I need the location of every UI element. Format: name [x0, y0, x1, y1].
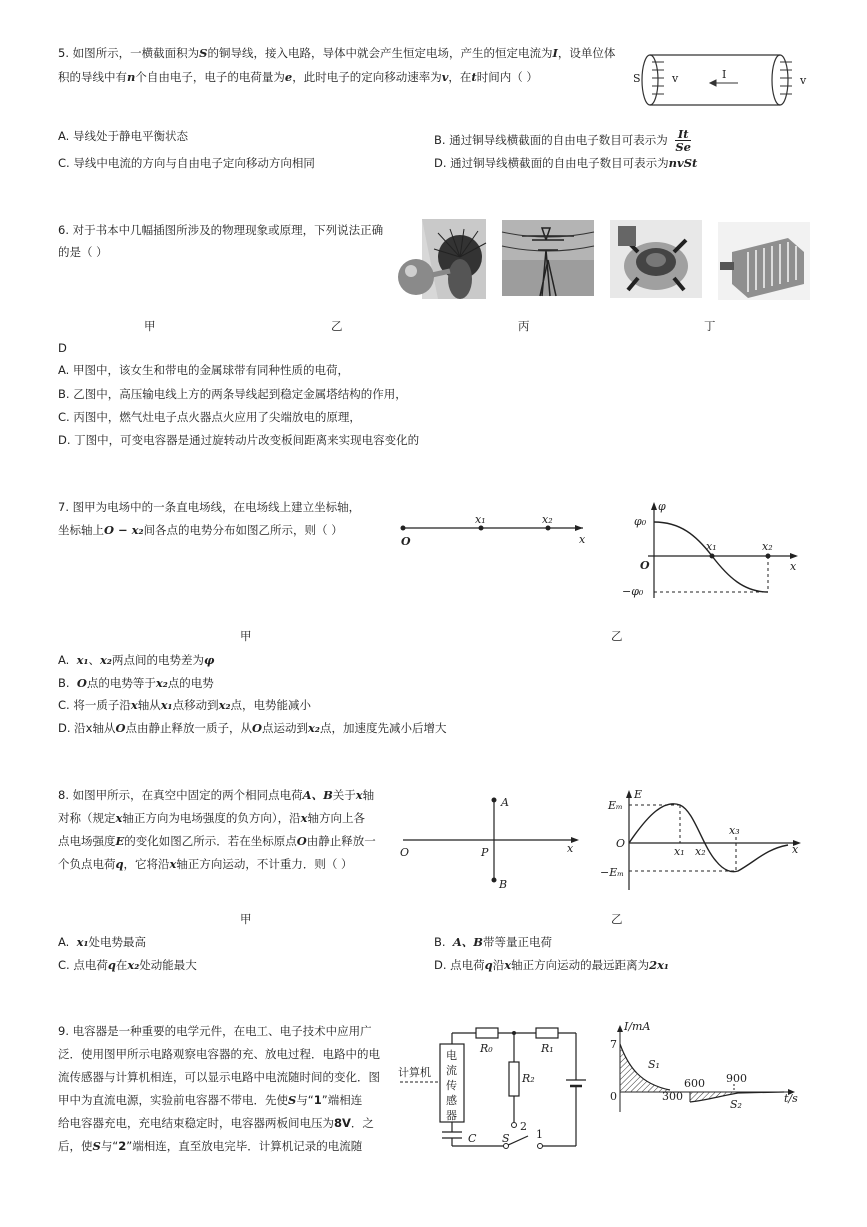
q6-caption-jia: 甲	[144, 319, 156, 333]
q8-fig-yi-x1: x₁	[674, 845, 685, 858]
q7-fig-jia-x1: x₁	[475, 513, 486, 526]
q8-stem-line2: 对称（规定x轴正方向为电场强度的负方向），沿x轴方向上各	[58, 811, 365, 825]
q9-circuit-R0: R₀	[480, 1042, 493, 1055]
q5-fig-v-right: v	[800, 74, 807, 87]
q9-line4: 甲中为直流电源，实验前电容器不带电．先使S与“1”端相连	[58, 1093, 363, 1107]
q6-option-d: D. 丁图中，可变电容器是通过旋转动片改变板间距离来实现电容变化的	[58, 433, 420, 447]
q9-circuit-sensor-3: 感	[446, 1094, 457, 1107]
q7-fig-jia	[395, 510, 595, 550]
q6-answer: D	[58, 341, 67, 355]
q7-stem-line1: 7. 图甲为电场中的一条直电场线，在电场线上建立坐标轴，	[58, 500, 361, 514]
q9-graph-t600: 600	[684, 1077, 705, 1090]
q8-fig-jia-x: x	[567, 842, 574, 855]
q7-option-c: C. 将一质子沿x轴从x₁点移动到x₂点，电势能减小	[58, 698, 312, 712]
q5-fig-v-left: v	[672, 72, 679, 85]
q8-fig-yi-Em: Eₘ	[608, 799, 623, 812]
q6-photo-bing	[610, 220, 702, 298]
q8-stem-line3: 点电场强度E的变化如图乙所示．若在坐标原点O由静止释放一	[58, 834, 376, 848]
q6-caption-yi: 乙	[331, 319, 343, 333]
q7-caption-yi: 乙	[611, 629, 623, 643]
q8-fig-jia-B: B	[499, 878, 508, 891]
q7-fig-yi-x: x	[790, 560, 797, 573]
q8-fig-yi-x: x	[792, 843, 799, 856]
q9-circuit-sensor-0: 电	[446, 1049, 457, 1062]
q6-caption-ding: 丁	[704, 319, 716, 333]
q7-option-a: A. x₁、x₂两点间的电势差为φ	[58, 653, 215, 667]
q9-line5: 给电容器充电，充电结束稳定时，电容器两板间电压为8V．之	[58, 1116, 374, 1130]
q9-graph-t900: 900	[726, 1072, 747, 1085]
q7-fig-jia-x2: x₂	[542, 513, 553, 526]
q7-option-b: B. O点的电势等于x₂点的电势	[58, 676, 214, 690]
q9-line2: 泛．使用图甲所示电路观察电容器的充、放电过程．电路中的电	[58, 1047, 380, 1061]
q8-fig-yi-E: E	[634, 788, 643, 801]
q8-caption-jia: 甲	[240, 912, 252, 926]
q9-circuit-sensor-2: 传	[446, 1079, 457, 1092]
q8-option-c: C. 点电荷q在x₂处动能最大	[58, 958, 197, 972]
q6-stem-line1: 6. 对于书本中几幅插图所涉及的物理现象或原理，下列说法正确	[58, 223, 384, 237]
q9-graph-S1: S₁	[648, 1058, 660, 1071]
q9-circuit-terminal-1: 1	[536, 1128, 543, 1141]
q7-fig-yi-phi: φ	[658, 500, 666, 513]
q5-fig-I: I	[722, 68, 727, 81]
q9-graph-t300: 300	[662, 1090, 683, 1103]
q9-graph-S2: S₂	[730, 1098, 742, 1111]
q6-photo-jia	[398, 219, 486, 301]
q8-fig-yi-field-graph	[598, 785, 808, 895]
q8-option-a: A. x₁处电势最高	[58, 935, 147, 949]
q7-fig-jia-x: x	[579, 533, 586, 546]
q7-caption-jia: 甲	[240, 629, 252, 643]
q5-stem-line1: 5. 如图所示，一横截面积为S的铜导线，接入电路，导体中就会产生恒定电场，产生的恒定电流为I，设单位体	[58, 46, 616, 60]
q9-graph-ylabel: I/mA	[624, 1020, 651, 1033]
q6-option-c: C. 丙图中，燃气灶电子点火器点火应用了尖端放电的原理，	[58, 410, 361, 424]
q7-option-d: D. 沿x轴从O点由静止释放一质子，从O点运动到x₂点，加速度先减小后增大	[58, 721, 447, 735]
q8-fig-yi-O: O	[616, 837, 626, 850]
q5-fig-S: S	[633, 72, 641, 85]
q6-stem-line2: 的是（ ）	[58, 245, 108, 259]
q7-stem-line2: 坐标轴上O − x₂间各点的电势分布如图乙所示，则（ ）	[58, 523, 343, 537]
q8-stem-line1: 8. 如图甲所示，在真空中固定的两个相同点电荷A、B关于x轴	[58, 788, 375, 802]
q6-photo-ding	[718, 222, 810, 300]
q7-fig-yi-potential-graph	[620, 500, 805, 600]
q8-fig-yi-x3: x₃	[729, 824, 740, 837]
q6-option-a: A. 甲图中，该女生和带电的金属球带有同种性质的电荷，	[58, 363, 349, 377]
q9-circuit-S: S	[502, 1132, 510, 1145]
q9-circuit-C: C	[468, 1132, 477, 1145]
q9-line1: 9. 电容器是一种重要的电学元件，在电工、电子技术中应用广	[58, 1024, 372, 1038]
q9-circuit-diagram	[396, 1022, 596, 1157]
q9-graph-xlabel: t/s	[784, 1092, 798, 1105]
q6-option-b: B. 乙图中，高压输电线上方的两条导线起到稳定金属塔结构的作用，	[58, 387, 407, 401]
q8-caption-yi: 乙	[611, 912, 623, 926]
q9-line6: 后，使S与“2”端相连，直至放电完毕．计算机记录的电流随	[58, 1139, 363, 1153]
q8-fig-jia	[395, 790, 595, 895]
q7-fig-yi-O: O	[640, 559, 650, 572]
q9-circuit-computer: 计算机	[398, 1066, 431, 1079]
q7-fig-yi-neg-phi0: −φ₀	[622, 585, 644, 598]
q9-current-graph	[604, 1022, 804, 1117]
q5-option-a: A. 导线处于静电平衡状态	[58, 129, 188, 143]
q8-fig-jia-O: O	[400, 846, 410, 859]
q9-circuit-R1: R₁	[541, 1042, 554, 1055]
q7-fig-yi-x2: x₂	[762, 540, 773, 553]
q6-photo-yi	[502, 220, 594, 296]
q5-option-c: C. 导线中电流的方向与自由电子定向移动方向相同	[58, 156, 315, 170]
q5-wire-figure	[630, 50, 815, 110]
q5-option-b: B. 通过铜导线横截面的自由电子数目可表示为 $\frac{It}{Se}$	[434, 127, 691, 154]
q9-circuit-terminal-2: 2	[520, 1120, 527, 1133]
q8-option-d: D. 点电荷q沿x轴正方向运动的最远距离为2x₁	[434, 958, 669, 972]
q8-stem-line4: 个负点电荷q，它将沿x轴正方向运动，不计重力．则（ ）	[58, 857, 353, 871]
q6-caption-bing: 丙	[518, 319, 530, 333]
q7-fig-jia-O: O	[401, 535, 411, 548]
q9-circuit-sensor-1: 流	[446, 1064, 457, 1077]
q8-fig-jia-P: P	[481, 846, 489, 859]
q9-graph-y7: 7	[610, 1038, 617, 1051]
q8-fig-yi-neg-Em: −Eₘ	[600, 866, 624, 879]
q8-fig-yi-x2: x₂	[695, 845, 706, 858]
q7-fig-yi-phi0: φ₀	[634, 515, 647, 528]
q9-circuit-R2: R₂	[522, 1072, 535, 1085]
q9-circuit-sensor-4: 器	[446, 1109, 457, 1122]
q9-line3: 流传感器与计算机相连，可以显示电路中电流随时间的变化．图	[58, 1070, 380, 1084]
q5-option-d: D. 通过铜导线横截面的自由电子数目可表示为nvSt	[434, 156, 698, 170]
q5-stem-line2: 积的导线中有n个自由电子，电子的电荷量为e，此时电子的定向移动速率为v，在t时间内（ ）	[58, 70, 538, 84]
q7-fig-yi-x1: x₁	[706, 540, 717, 553]
q8-fig-jia-A: A	[501, 796, 509, 809]
q8-option-b: B. A、B带等量正电荷	[434, 935, 553, 949]
q9-graph-origin: 0	[610, 1090, 617, 1103]
